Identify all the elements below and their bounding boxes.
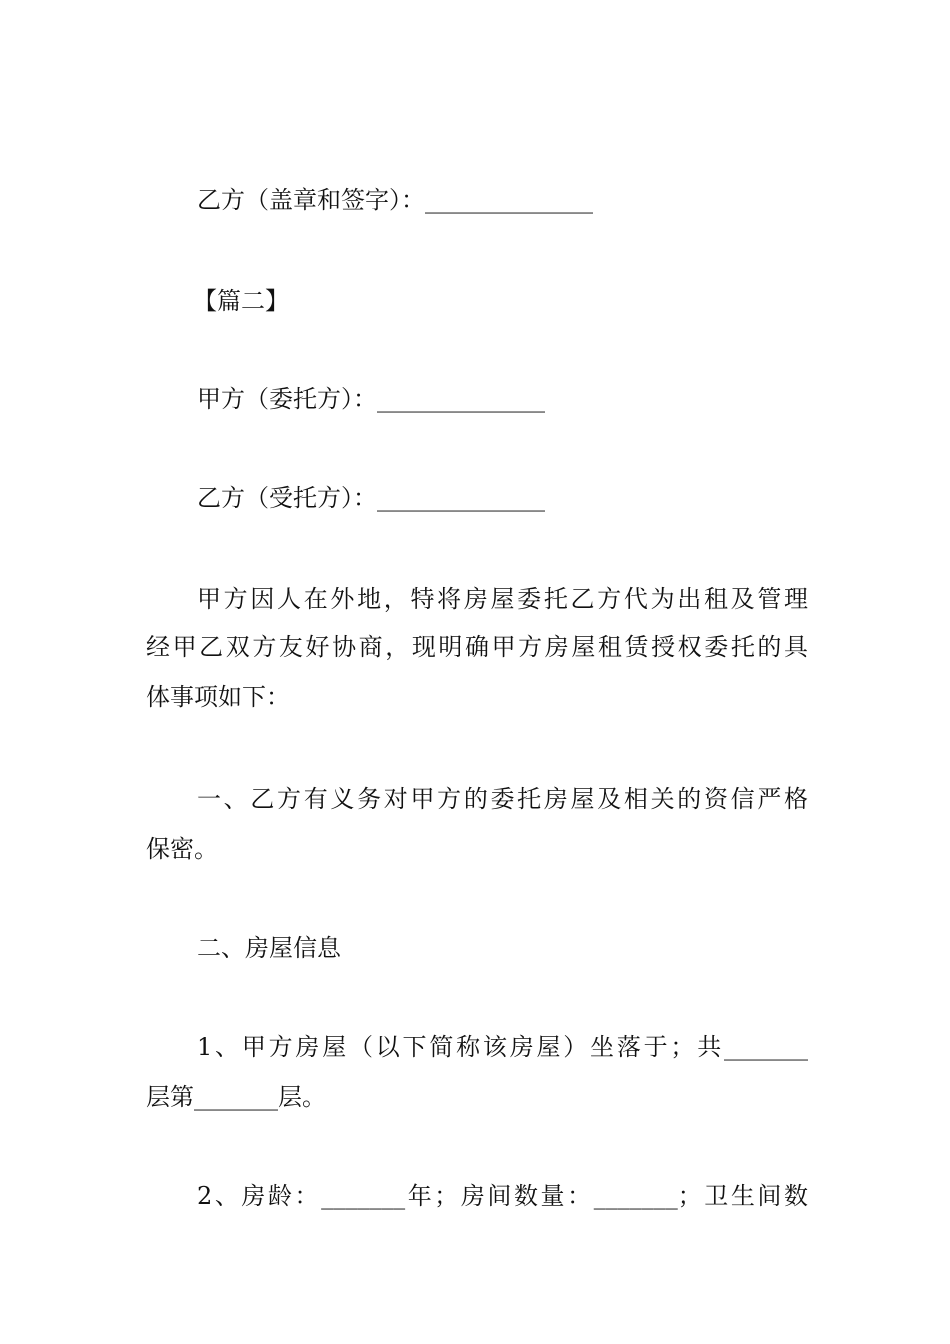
party-b-line: 乙方（受托方）：______________ bbox=[197, 484, 545, 512]
item-one-line-1: 1、甲方房屋（以下简称该房屋）坐落于；共_______ bbox=[197, 1033, 808, 1061]
clause-one-line-2: 保密。 bbox=[146, 835, 218, 863]
party-b-signature-line: 乙方（盖章和签字）：______________ bbox=[197, 186, 593, 214]
item-one-line-2: 层第_______层。 bbox=[146, 1083, 326, 1111]
party-a-line: 甲方（委托方）：______________ bbox=[197, 385, 545, 413]
clause-two-heading: 二、房屋信息 bbox=[197, 934, 341, 962]
intro-line-1: 甲方因人在外地，特将房屋委托乙方代为出租及管理 bbox=[197, 585, 808, 613]
item-two-line-1: 2、房龄：_______年；房间数量：_______；卫生间数 bbox=[197, 1182, 808, 1210]
clause-one-line-1: 一、乙方有义务对甲方的委托房屋及相关的资信严格 bbox=[197, 785, 808, 813]
intro-line-3: 体事项如下： bbox=[146, 683, 290, 711]
section-heading: 【篇二】 bbox=[193, 287, 289, 315]
intro-line-2: 经甲乙双方友好协商，现明确甲方房屋租赁授权委托的具 bbox=[146, 633, 808, 661]
